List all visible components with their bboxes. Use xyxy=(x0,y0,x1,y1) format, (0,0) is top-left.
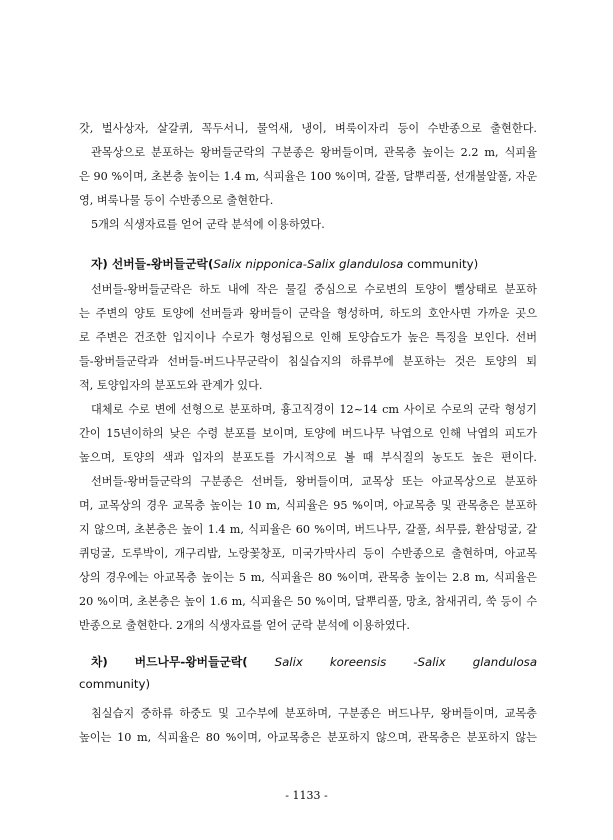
body-line: 선버들-왕버들군락은 하도 내에 작은 물길 중심으로 수로변의 토양이 뻘상태로 분포하 xyxy=(91,283,537,296)
heading-tail: community) xyxy=(403,257,479,271)
body-line: 갓, 벌사상자, 살갈퀴, 꼭두서니, 물억새, 냉이, 벼룩이자리 등이 수반종으로 출현한다. xyxy=(79,122,537,135)
body-line: 는 주변의 양토 토양에 선버들과 왕버들이 군락을 형성하며, 하도의 호안사면 가까운 곳으 xyxy=(79,307,537,320)
page-number: - 1133 - xyxy=(285,789,328,802)
body-line: 로 주변은 건조한 입지이나 수로가 형성됨으로 인해 토양습도가 높은 특징을 보인다. 선버 xyxy=(79,331,537,344)
body-line: 며, 교목상의 경우 교목층 높이는 10 m, 식피율은 95 %이며, 아교목층 및 관목층은 분포하 xyxy=(79,499,537,512)
heading-label: 버드나무-왕버들군락( xyxy=(134,655,248,669)
body-line: 대체로 수로 변에 선형으로 분포하며, 흉고직경이 12~14 cm 사이로 수로의 군락 형성기 xyxy=(91,403,537,416)
body-line: 높으며, 토양의 색과 입자의 분포도를 가시적으로 볼 때 부식질의 농도도 높은 편이다. xyxy=(79,451,537,464)
heading-label: 차) xyxy=(91,655,108,669)
body-line: 반종으로 출현한다. 2개의 식생자료를 얻어 군락 분석에 이용하였다. xyxy=(79,619,410,632)
body-line: 들-왕버들군락과 선버들-버드나무군락이 침실습지의 하류부에 분포하는 것은 토양의 퇴 xyxy=(79,355,537,368)
heading-scientific-name: -Salix xyxy=(413,655,446,669)
heading-label: 자) 선버들-왕버들군락( xyxy=(91,257,214,271)
heading-scientific-name: koreensis xyxy=(329,655,387,669)
body-line: 관목상으로 분포하는 왕버들군락의 구분종은 왕버들이며, 관목층 높이는 2.2 m, 식피율 xyxy=(91,146,537,159)
body-line: 간이 15년이하의 낮은 수령 분포를 보이며, 토양에 버드나무 낙엽으로 인해 낙엽의 피도가 xyxy=(79,427,537,440)
body-line: 영, 벼룩나물 등이 수반종으로 출현한다. xyxy=(79,194,274,207)
heading-scientific-name: Salix nipponica-Salix glandulosa xyxy=(213,257,404,271)
body-line: 지 않으며, 초본층은 높이 1.4 m, 식피율은 60 %이며, 버드나무, 갈풀, 쇠무릎, 환삼덩굴, 갈 xyxy=(79,523,537,536)
heading-tail: community) xyxy=(79,677,151,691)
body-line: 선버들-왕버들군락의 구분종은 선버들, 왕버들이며, 교목상 또는 아교목상으로 분포하 xyxy=(91,475,537,488)
section-heading-cha xyxy=(91,655,537,669)
section-heading-cha-continuation xyxy=(79,677,150,691)
heading-scientific-name: Salix xyxy=(274,655,303,669)
body-line: 20 %이며, 초본층은 높이 1.6 m, 식피율은 50 %이며, 달뿌리풀, 망초, 참새귀리, 쑥 등이 수 xyxy=(79,595,537,608)
body-line: 침실습지 중하류 하중도 및 고수부에 분포하며, 구분종은 버드나무, 왕버들이며, 교목층 xyxy=(91,707,537,720)
heading-scientific-name: glandulosa xyxy=(472,655,538,669)
body-line: 높이는 10 m, 식피율은 80 %이며, 아교목층은 분포하지 않으며, 관목층은 분포하지 않는 xyxy=(79,731,537,744)
body-line: 적, 토양입자의 분포도와 관계가 있다. xyxy=(79,379,263,392)
body-line: 상의 경우에는 아교목층 높이는 5 m, 식피율은 80 %이며, 관목층 높이는 2.8 m, 식피율은 xyxy=(79,571,537,584)
section-heading-ja xyxy=(91,257,478,271)
body-line: 은 90 %이며, 초본층 높이는 1.4 m, 식피율은 100 %이며, 갈풀, 달뿌리풀, 선개불알풀, 자운 xyxy=(79,170,537,183)
body-line: 5개의 식생자료를 얻어 군락 분석에 이용하였다. xyxy=(91,218,325,231)
body-line: 퀴덩굴, 도루박이, 개구리밥, 노랑꽃창포, 미국가막사리 등이 수반종으로 출현하며, 아교목 xyxy=(79,547,537,560)
